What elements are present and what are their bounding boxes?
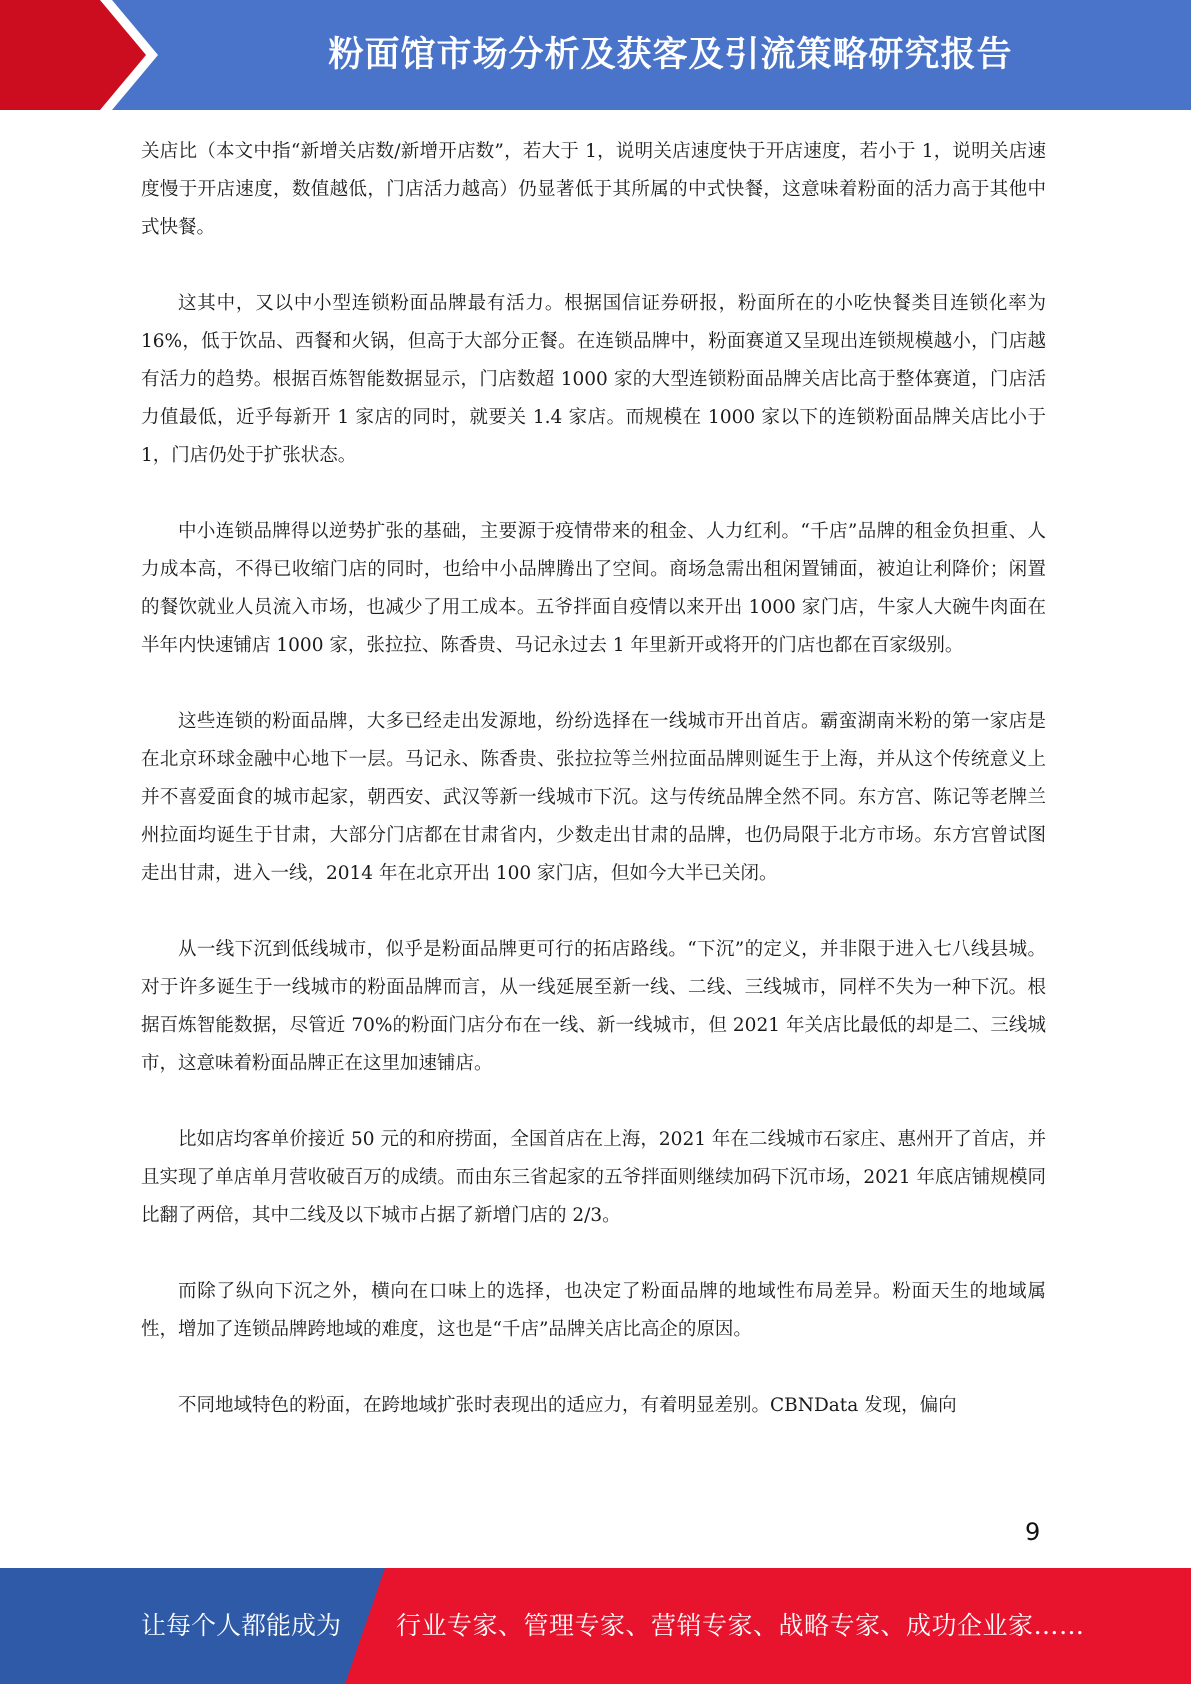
header-banner (0, 0, 1191, 110)
paragraph: 而除了纵向下沉之外，横向在口味上的选择，也决定了粉面品牌的地域性布局差异。粉面天生的地域属性，增加了连锁品牌跨地域的难度，这也是“千店”品牌关店比高企的原因。 (141, 1281, 1046, 1340)
paragraph: 这些连锁的粉面品牌，大多已经走出发源地，纷纷选择在一线城市开出首店。霸蛮湖南米粉的第一家店是在北京环球金融中心地下一层。马记永、陈香贵、张拉拉等兰州拉面品牌则诞生于上海，并从这个传统意义上并不喜爱面食的城市起家，朝西安、武汉等新一线城市下沉。这与传统品牌全然不同。东方宫、陈记等老牌兰州拉面均诞生于甘肃，大部分门店都在甘肃省内，少数走出甘肃的品牌，也仍局限于北方市场。东方宫曾试图走出甘肃，进入一线，2014 年在北京开出 100 家门店，但如今大半已关闭。 (141, 711, 1046, 884)
footer-slogan-left: 让每个人都能成为 (141, 1611, 342, 1640)
paragraph: 比如店均客单价接近 50 元的和府捞面，全国首店在上海，2021 年在二线城市石家庄、惠州开了首店，并且实现了单店单月营收破百万的成绩。而由东三省起家的五爷拌面则继续加码下沉市场，2021 年底店铺规模同比翻了两倍，其中二线及以下城市占据了新增门店的 2/3。 (141, 1129, 1046, 1226)
paragraph: 从一线下沉到低线城市，似乎是粉面品牌更可行的拓店路线。“下沉”的定义，并非限于进入七八线县城。对于许多诞生于一线城市的粉面品牌而言，从一线延展至新一线、二线、三线城市，同样不失为一种下沉。根据百炼智能数据，尽管近 70%的粉面门店分布在一线、新一线城市，但 2021 年关店比最低的却是二、三线城市，这意味着粉面品牌正在这里加速铺店。 (141, 939, 1046, 1074)
paragraph: 中小连锁品牌得以逆势扩张的基础，主要源于疫情带来的租金、人力红利。“千店”品牌的租金负担重、人力成本高，不得已收缩门店的同时，也给中小品牌腾出了空间。商场急需出租闲置铺面，被迫让利降价；闲置的餐饮就业人员流入市场，也减少了用工成本。五爷拌面自疫情以来开出 1000 家门店，牛家人大碗牛肉面在半年内快速铺店 1000 家，张拉拉、陈香贵、马记永过去 1 年里新开或将开的门店也都在百家级别。 (141, 521, 1046, 656)
body-text (141, 133, 1046, 1463)
footer-slogan-right: 行业专家、管理专家、营销专家、战略专家、成功企业家…… (396, 1611, 1085, 1640)
footer-banner (0, 1568, 1191, 1684)
header-red-arrow (0, 0, 150, 110)
paragraph: 这其中，又以中小型连锁粉面品牌最有活力。根据国信证券研报，粉面所在的小吃快餐类目连锁化率为 16%，低于饮品、西餐和火锅，但高于大部分正餐。在连锁品牌中，粉面赛道又呈现出连锁规模越小，门店越有活力的趋势。根据百炼智能数据显示，门店数超 1000 家的大型连锁粉面品牌关店比高于整体赛道，门店活力值最低，近乎每新开 1 家店的同时，就要关 1.4 家店。而规模在 1000 家以下的连锁粉面品牌关店比小于 1，门店仍处于扩张状态。 (141, 293, 1046, 466)
report-title: 粉面馆市场分析及获客及引流策略研究报告 (328, 35, 1013, 75)
paragraph: 关店比（本文中指“新增关店数/新增开店数”，若大于 1，说明关店速度快于开店速度，若小于 1，说明关店速度慢于开店速度，数值越低，门店活力越高）仍显著低于其所属的中式快餐，这意味着粉面的活力高于其他中式快餐。 (141, 141, 1046, 238)
paragraph: 不同地域特色的粉面，在跨地域扩张时表现出的适应力，有着明显差别。CBNData 发现，偏向 (178, 1395, 957, 1416)
page-number: 9 (1025, 1518, 1041, 1546)
